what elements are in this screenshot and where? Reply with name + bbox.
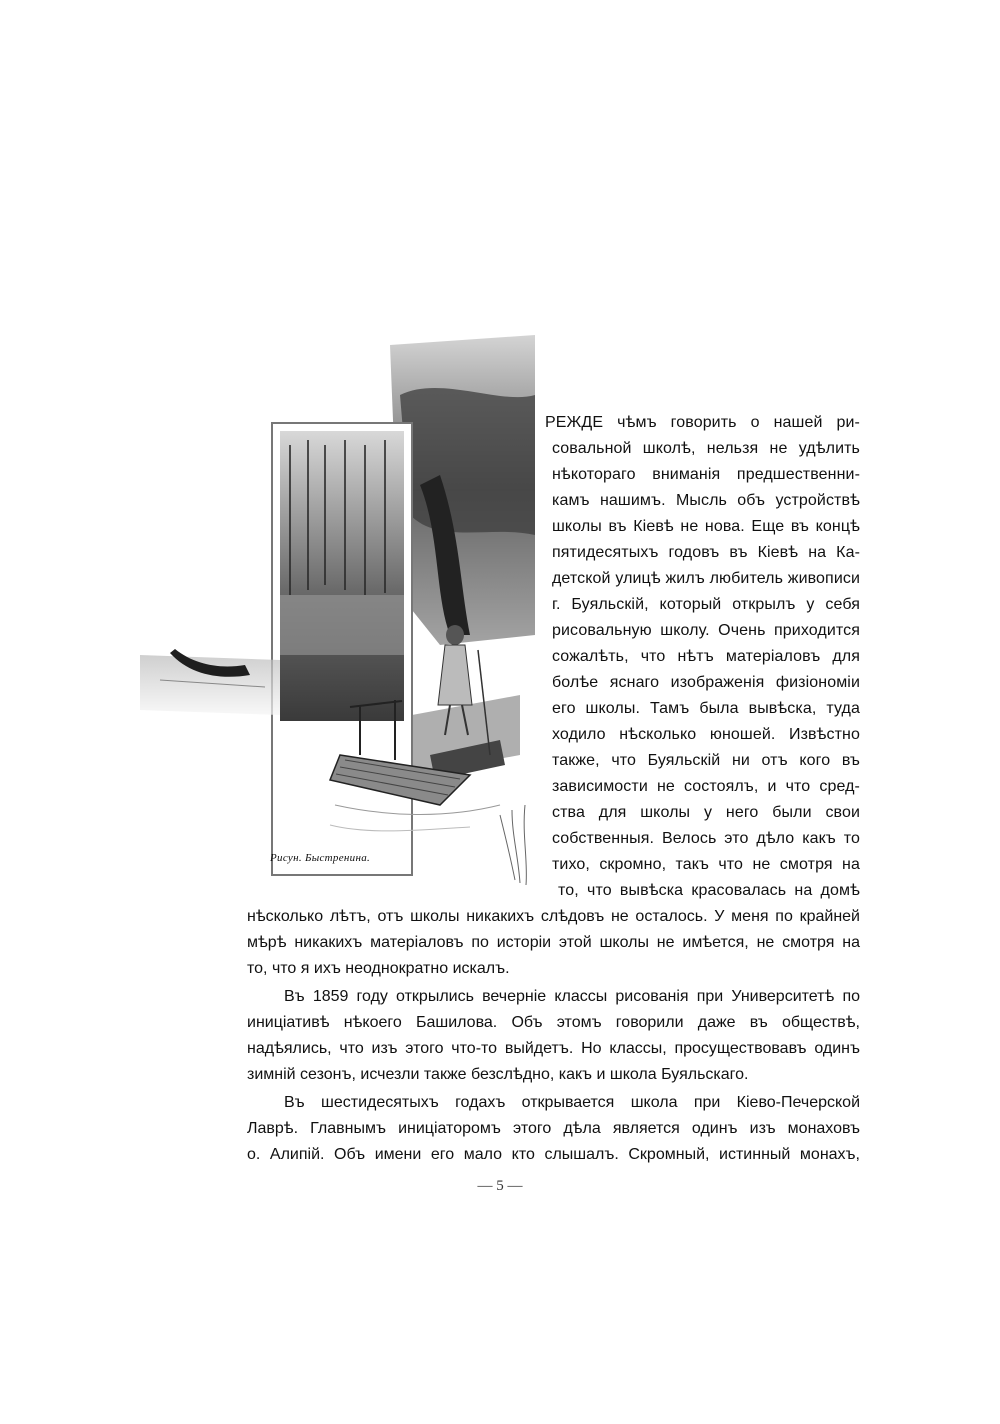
column-line: детской улицѣ жилъ любитель живописи: [552, 570, 860, 587]
column-line: зависимости не состоялъ, и что сред-: [552, 778, 860, 795]
column-line: собственныя. Велось это дѣло какъ то: [552, 830, 860, 847]
column-line: совальной школѣ, нельзя не удѣлить: [552, 440, 860, 457]
column-line: ства для школы у него были свои: [552, 804, 860, 821]
column-line: камъ нашимъ. Мысль объ устройствѣ: [552, 492, 860, 509]
illustration: [140, 335, 540, 895]
body-line: о. Алипій. Объ имени его мало кто слышалъ. Скромный, истинный монахъ,: [247, 1146, 860, 1163]
body-line: то, что я ихъ неоднократно искалъ.: [247, 960, 510, 977]
body-line: надѣялись, что изъ этого что-то выйдетъ. Но классы, просуществовавъ одинъ: [247, 1040, 860, 1057]
column-line: РЕЖДЕ чѣмъ говорить о нашей ри-: [545, 414, 860, 431]
body-line: Лаврѣ. Главнымъ иниціаторомъ этого дѣла является одинъ изъ монаховъ: [247, 1120, 860, 1137]
page-number: — 5 —: [477, 1178, 523, 1194]
column-line: г. Буяльскій, который открылъ у себя: [552, 596, 860, 613]
body-line: иниціативѣ нѣкоего Башилова. Объ этомъ говорили даже въ обществѣ,: [247, 1014, 860, 1031]
column-line: болѣе яснаго изображенія физіономіи: [552, 674, 860, 691]
body-line: мѣрѣ никакихъ матеріаловъ по исторіи этой школы не имѣется, не смотря на: [247, 934, 860, 951]
engraving-image: [140, 335, 540, 895]
body-line: зимній сезонъ, исчезли также безслѣдно, какъ и школа Буяльскаго.: [247, 1066, 749, 1083]
body-line: Въ шестидесятыхъ годахъ открывается школа при Кіево-Печерской: [284, 1094, 860, 1111]
column-line: школы въ Кіевѣ не нова. Еще въ концѣ: [552, 518, 860, 535]
column-line: рисовальную школу. Очень приходится: [552, 622, 860, 639]
column-line: то, что вывѣска красовалась на домѣ: [558, 882, 860, 899]
girl-figure: [446, 625, 464, 645]
column-line: сожалѣть, что нѣтъ матеріаловъ для: [552, 648, 860, 665]
body-line: Въ 1859 году открылись вечерніе классы рисованія при Университетѣ по: [284, 988, 860, 1005]
illustration-caption: Рисун. Быстренина.: [270, 852, 371, 864]
body-line: нѣсколько лѣтъ, отъ школы никакихъ слѣдовъ не осталось. У меня по крайней: [247, 908, 860, 925]
column-line: нѣкотораго вниманія предшественни-: [552, 466, 860, 483]
column-line: также, что Буяльскій ни отъ кого въ: [552, 752, 860, 769]
column-line: тихо, скромно, такъ что не смотря на: [552, 856, 860, 873]
column-line: его школы. Тамъ была вывѣска, туда: [552, 700, 860, 717]
column-line: пятидесятыхъ годовъ въ Кіевѣ на Ка-: [552, 544, 860, 561]
column-line: ходило нѣсколько юношей. Извѣстно: [552, 726, 860, 743]
